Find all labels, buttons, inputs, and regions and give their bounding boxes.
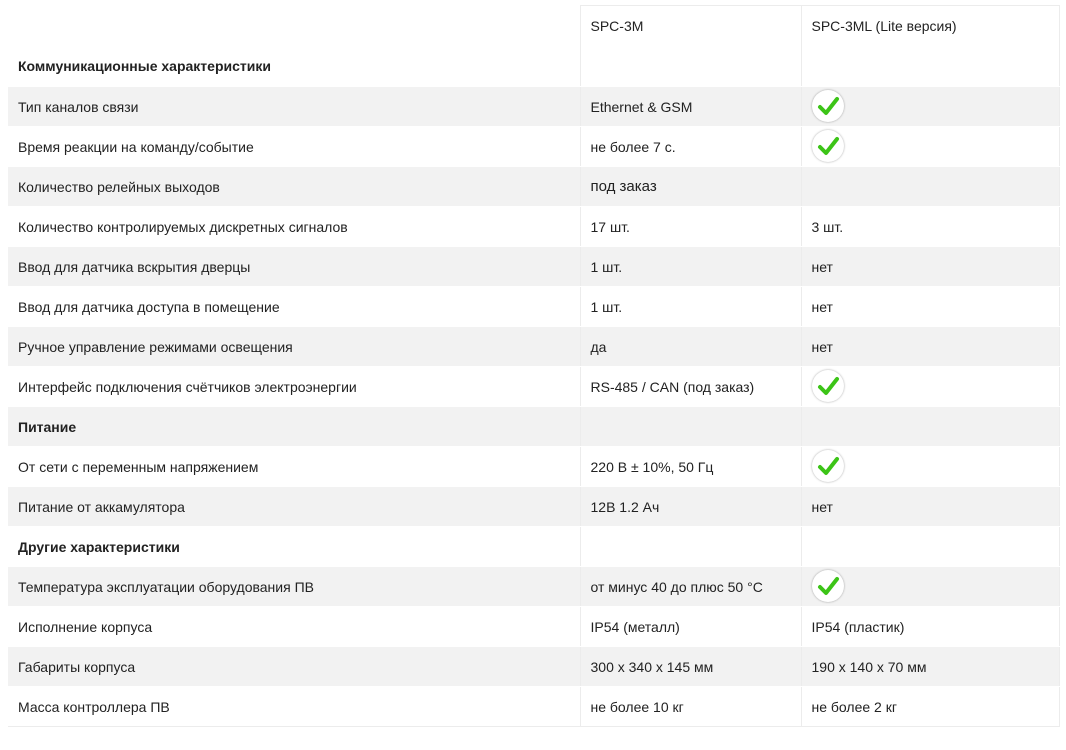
spc-3ml-value-cell: 3 шт. (801, 207, 1059, 247)
spc-3m-value-cell: 1 шт. (580, 287, 801, 327)
section-empty-cell (580, 407, 801, 447)
spc-3m-value-cell: 17 шт. (580, 207, 801, 247)
table-row (8, 367, 1059, 407)
spc-3ml-value-cell (801, 447, 1059, 487)
spc-3ml-value-cell: не более 2 кг (801, 687, 1059, 727)
spec-label: Исполнение корпуса (8, 607, 580, 647)
table-row (8, 647, 1059, 687)
spc-3m-value-cell: от минус 40 до плюс 50 °С (580, 567, 801, 607)
spc-3m-value-cell: 1 шт. (580, 247, 801, 287)
spc-3ml-value-cell (801, 127, 1059, 167)
specs-table-body (8, 6, 1059, 727)
spc-3m-value-cell: 220 В ± 10%, 50 Гц (580, 447, 801, 487)
spc-3ml-value-cell (801, 167, 1059, 207)
spc-3m-value-cell: не более 10 кг (580, 687, 801, 727)
checkmark-icon (812, 90, 844, 122)
spc-3ml-value-cell (801, 87, 1059, 127)
table-row (8, 687, 1059, 727)
column-header-spc-3m: SPC-3M (580, 6, 801, 47)
table-row (8, 327, 1059, 367)
specs-comparison-table (8, 5, 1060, 727)
spc-3m-value-cell: IP54 (металл) (580, 607, 801, 647)
spec-label: Питание от аккамулятора (8, 487, 580, 527)
spec-label: Ручное управление режимами освещения (8, 327, 580, 367)
spc-3ml-value-cell: нет (801, 287, 1059, 327)
spec-table-wrapper (8, 5, 1059, 727)
spec-label: Температура эксплуатации оборудования ПВ (8, 567, 580, 607)
header-empty-cell (8, 6, 580, 47)
spc-3ml-value-cell (801, 367, 1059, 407)
table-row (8, 87, 1059, 127)
checkmark-icon (812, 130, 844, 162)
section-empty-cell (580, 47, 801, 87)
table-row (8, 207, 1059, 247)
spc-3m-value-cell: Ethernet & GSM (580, 87, 801, 127)
spc-3m-value-cell: под заказ (580, 167, 801, 207)
spc-3ml-value-cell (801, 567, 1059, 607)
table-row (8, 247, 1059, 287)
spec-label: Габариты корпуса (8, 647, 580, 687)
spec-label: Время реакции на команду/событие (8, 127, 580, 167)
spec-label: Количество контролируемых дискретных сигналов (8, 207, 580, 247)
spec-label: Ввод для датчика вскрытия дверцы (8, 247, 580, 287)
spec-label: Тип каналов связи (8, 87, 580, 127)
section-title: Коммуникационные характеристики (8, 47, 580, 87)
spc-3m-value-cell: да (580, 327, 801, 367)
table-row (8, 167, 1059, 207)
spc-3m-value-cell: не более 7 с. (580, 127, 801, 167)
section-title: Питание (8, 407, 580, 447)
section-header-row (8, 407, 1059, 447)
table-row (8, 447, 1059, 487)
spec-label: Количество релейных выходов (8, 167, 580, 207)
spc-3ml-value-cell: нет (801, 327, 1059, 367)
spec-label: От сети с переменным напряжением (8, 447, 580, 487)
spc-3m-value-cell: 300 х 340 х 145 мм (580, 647, 801, 687)
section-empty-cell (580, 527, 801, 567)
checkmark-icon (812, 450, 844, 482)
checkmark-icon (812, 370, 844, 402)
section-empty-cell (801, 407, 1059, 447)
checkmark-icon (812, 570, 844, 602)
table-row (8, 567, 1059, 607)
section-header-row (8, 47, 1059, 87)
spc-3m-value-cell: RS-485 / CAN (под заказ) (580, 367, 801, 407)
section-empty-cell (801, 527, 1059, 567)
table-row (8, 607, 1059, 647)
spc-3ml-value-cell: 190 х 140 х 70 мм (801, 647, 1059, 687)
table-row (8, 127, 1059, 167)
section-empty-cell (801, 47, 1059, 87)
spc-3ml-value-cell: IP54 (пластик) (801, 607, 1059, 647)
spc-3ml-value-cell: нет (801, 247, 1059, 287)
spc-3ml-value-cell: нет (801, 487, 1059, 527)
table-row (8, 287, 1059, 327)
section-title: Другие характеристики (8, 527, 580, 567)
table-header-row (8, 6, 1059, 47)
spec-label: Масса контроллера ПВ (8, 687, 580, 727)
spec-label: Ввод для датчика доступа в помещение (8, 287, 580, 327)
table-row (8, 487, 1059, 527)
spc-3m-value-cell: 12В 1.2 Ач (580, 487, 801, 527)
spec-label: Интерфейс подключения счётчиков электроэнергии (8, 367, 580, 407)
column-header-spc-3ml: SPC-3ML (Lite версия) (801, 6, 1059, 47)
section-header-row (8, 527, 1059, 567)
